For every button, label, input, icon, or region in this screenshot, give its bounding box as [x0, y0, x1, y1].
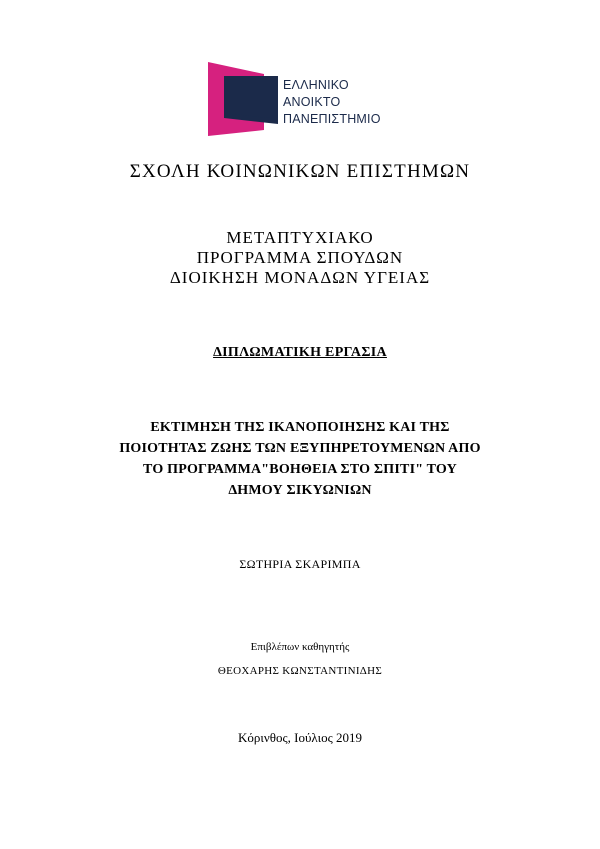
- logo-line-2: ΑΝΟΙΚΤΟ: [283, 95, 341, 109]
- author-name: ΣΩΤΗΡΙΑ ΣΚΑΡΙΜΠΑ: [239, 557, 361, 571]
- place-and-date: Κόρινθος, Ιούλιος 2019: [238, 730, 362, 745]
- university-logo-icon: [208, 62, 278, 136]
- thesis-title: [0, 417, 600, 501]
- program-name: [0, 228, 600, 288]
- supervisor-name: ΘΕΟΧΑΡΗΣ ΚΩΝΣΤΑΝΤΙΝΙΔΗΣ: [217, 665, 383, 677]
- thesis-title-line-4: ΔΗΜΟΥ ΣΙΚΥΩΝΙΩΝ: [228, 483, 372, 498]
- logo-line-1: ΕΛΛΗΝΙΚΟ: [283, 78, 349, 92]
- university-logo-text: [283, 77, 381, 128]
- thesis-title-line-1: ΕΚΤΙΜΗΣΗ ΤΗΣ ΙΚΑΝΟΠΟΙΗΣΗΣ ΚΑΙ ΤΗΣ: [150, 420, 450, 435]
- university-logo: [208, 62, 408, 136]
- program-line-1: ΜΕΤΑΠΤΥΧΙΑΚΟ: [226, 228, 374, 247]
- document-type-heading: ΔΙΠΛΩΜΑΤΙΚΗ ΕΡΓΑΣΙΑ: [213, 345, 387, 360]
- program-line-3: ΔΙΟΙΚΗΣΗ ΜΟΝΑΔΩΝ ΥΓΕΙΑΣ: [169, 268, 431, 287]
- school-name: ΣΧΟΛΗ ΚΟΙΝΩΝΙΚΩΝ ΕΠΙΣΤΗΜΩΝ: [129, 161, 471, 182]
- program-line-2: ΠΡΟΓΡΑΜΜΑ ΣΠΟΥΔΩΝ: [196, 248, 404, 267]
- supervisor-label: Επιβλέπων καθηγητής: [250, 641, 350, 653]
- thesis-title-line-3: ΤΟ ΠΡΟΓΡΑΜΜΑ"ΒΟΗΘΕΙΑ ΣΤΟ ΣΠΙΤΙ" ΤΟΥ: [143, 462, 457, 477]
- thesis-title-line-2: ΠΟΙΟΤΗΤΑΣ ΖΩΗΣ ΤΩΝ ΕΞΥΠΗΡΕΤΟΥΜΕΝΩΝ ΑΠΟ: [119, 441, 481, 456]
- logo-line-3: ΠΑΝΕΠΙΣΤΗΜΙΟ: [283, 112, 381, 126]
